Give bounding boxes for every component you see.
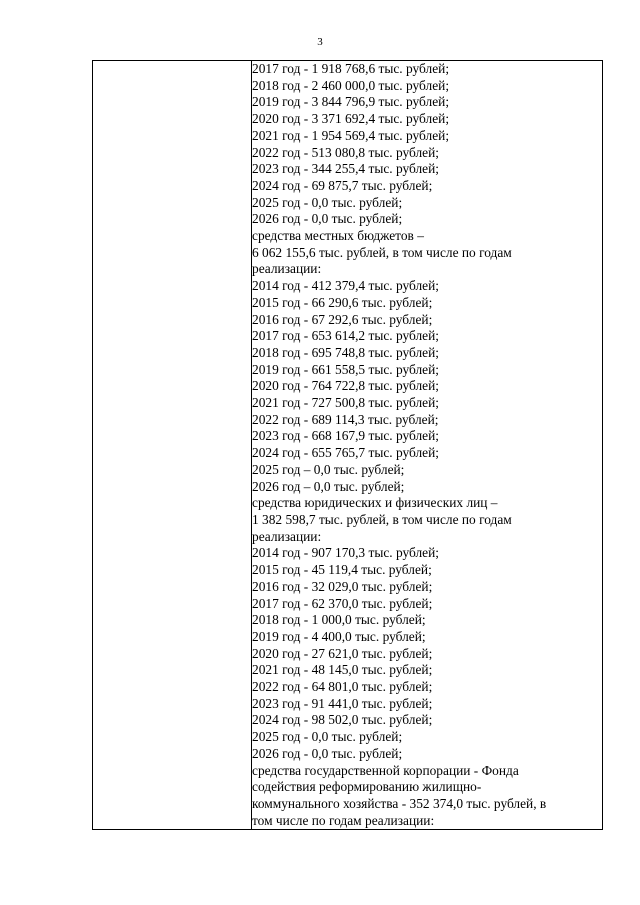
text-line: 2021 год - 727 500,8 тыс. рублей; <box>252 395 439 411</box>
text-line: 2026 год - 0,0 тыс. рублей; <box>252 211 403 227</box>
text-line: коммунального хозяйства - 352 374,0 тыс. рублей, в <box>252 795 547 811</box>
text-line: 2018 год - 2 460 000,0 тыс. рублей; <box>252 77 450 93</box>
text-line: 2014 год - 412 379,4 тыс. рублей; <box>252 278 439 294</box>
text-line: 2014 год - 907 170,3 тыс. рублей; <box>252 545 439 561</box>
text-line: 2026 год – 0,0 тыс. рублей; <box>252 478 405 494</box>
table-left-cell <box>93 61 252 830</box>
document-table <box>92 60 603 830</box>
page-number: 3 <box>317 36 323 48</box>
text-line: 2018 год - 1 000,0 тыс. рублей; <box>252 612 426 628</box>
text-line: 2016 год - 32 029,0 тыс. рублей; <box>252 578 433 594</box>
text-line: 2017 год - 1 918 768,6 тыс. рублей; <box>252 61 450 76</box>
text-line: 2023 год - 91 441,0 тыс. рублей; <box>252 695 433 711</box>
text-line: реализации: <box>252 261 322 277</box>
text-line: средства юридических и физических лиц – <box>252 495 498 511</box>
text-line: 2017 год - 653 614,2 тыс. рублей; <box>252 328 439 344</box>
text-line: 2021 год - 48 145,0 тыс. рублей; <box>252 662 433 678</box>
text-line: 2020 год - 764 722,8 тыс. рублей; <box>252 378 439 394</box>
text-line: 2019 год - 3 844 796,9 тыс. рублей; <box>252 94 450 110</box>
text-line: 2023 год - 668 167,9 тыс. рублей; <box>252 428 439 444</box>
text-line: 2018 год - 695 748,8 тыс. рублей; <box>252 344 439 360</box>
funding-lines <box>252 61 602 829</box>
text-line: 2015 год - 66 290,6 тыс. рублей; <box>252 294 433 310</box>
text-line: 2022 год - 64 801,0 тыс. рублей; <box>252 679 433 695</box>
text-line: 2020 год - 3 371 692,4 тыс. рублей; <box>252 111 450 127</box>
text-line: 2024 год - 655 765,7 тыс. рублей; <box>252 445 439 461</box>
text-line: 2019 год - 4 400,0 тыс. рублей; <box>252 628 426 644</box>
table-right-cell <box>252 61 603 830</box>
text-line: том числе по годам реализации: <box>252 812 435 828</box>
text-line: 1 382 598,7 тыс. рублей, в том числе по годам <box>252 511 512 527</box>
text-line: 2017 год - 62 370,0 тыс. рублей; <box>252 595 433 611</box>
text-line: средства местных бюджетов – <box>252 228 424 244</box>
text-line: 2025 год - 0,0 тыс. рублей; <box>252 729 403 745</box>
text-line: 2016 год - 67 292,6 тыс. рублей; <box>252 311 433 327</box>
text-line: 2024 год - 98 502,0 тыс. рублей; <box>252 712 433 728</box>
text-line: средства государственной корпорации - Фонда <box>252 762 519 778</box>
text-line: 2026 год - 0,0 тыс. рублей; <box>252 745 403 761</box>
text-line: 2021 год - 1 954 569,4 тыс. рублей; <box>252 127 450 143</box>
text-line: 2023 год - 344 255,4 тыс. рублей; <box>252 161 439 177</box>
text-line: 2022 год - 513 080,8 тыс. рублей; <box>252 144 439 160</box>
table-row <box>93 61 603 830</box>
text-line: 2022 год - 689 114,3 тыс. рублей; <box>252 411 439 427</box>
text-line: 2025 год – 0,0 тыс. рублей; <box>252 461 405 477</box>
text-line: 2015 год - 45 119,4 тыс. рублей; <box>252 562 432 578</box>
text-line: 2025 год - 0,0 тыс. рублей; <box>252 194 403 210</box>
text-line: 2024 год - 69 875,7 тыс. рублей; <box>252 177 433 193</box>
text-line: реализации: <box>252 528 322 544</box>
text-line: 6 062 155,6 тыс. рублей, в том числе по годам <box>252 244 512 260</box>
text-line: содействия реформированию жилищно- <box>252 779 482 795</box>
text-line: 2020 год - 27 621,0 тыс. рублей; <box>252 645 433 661</box>
text-line: 2019 год - 661 558,5 тыс. рублей; <box>252 361 439 377</box>
